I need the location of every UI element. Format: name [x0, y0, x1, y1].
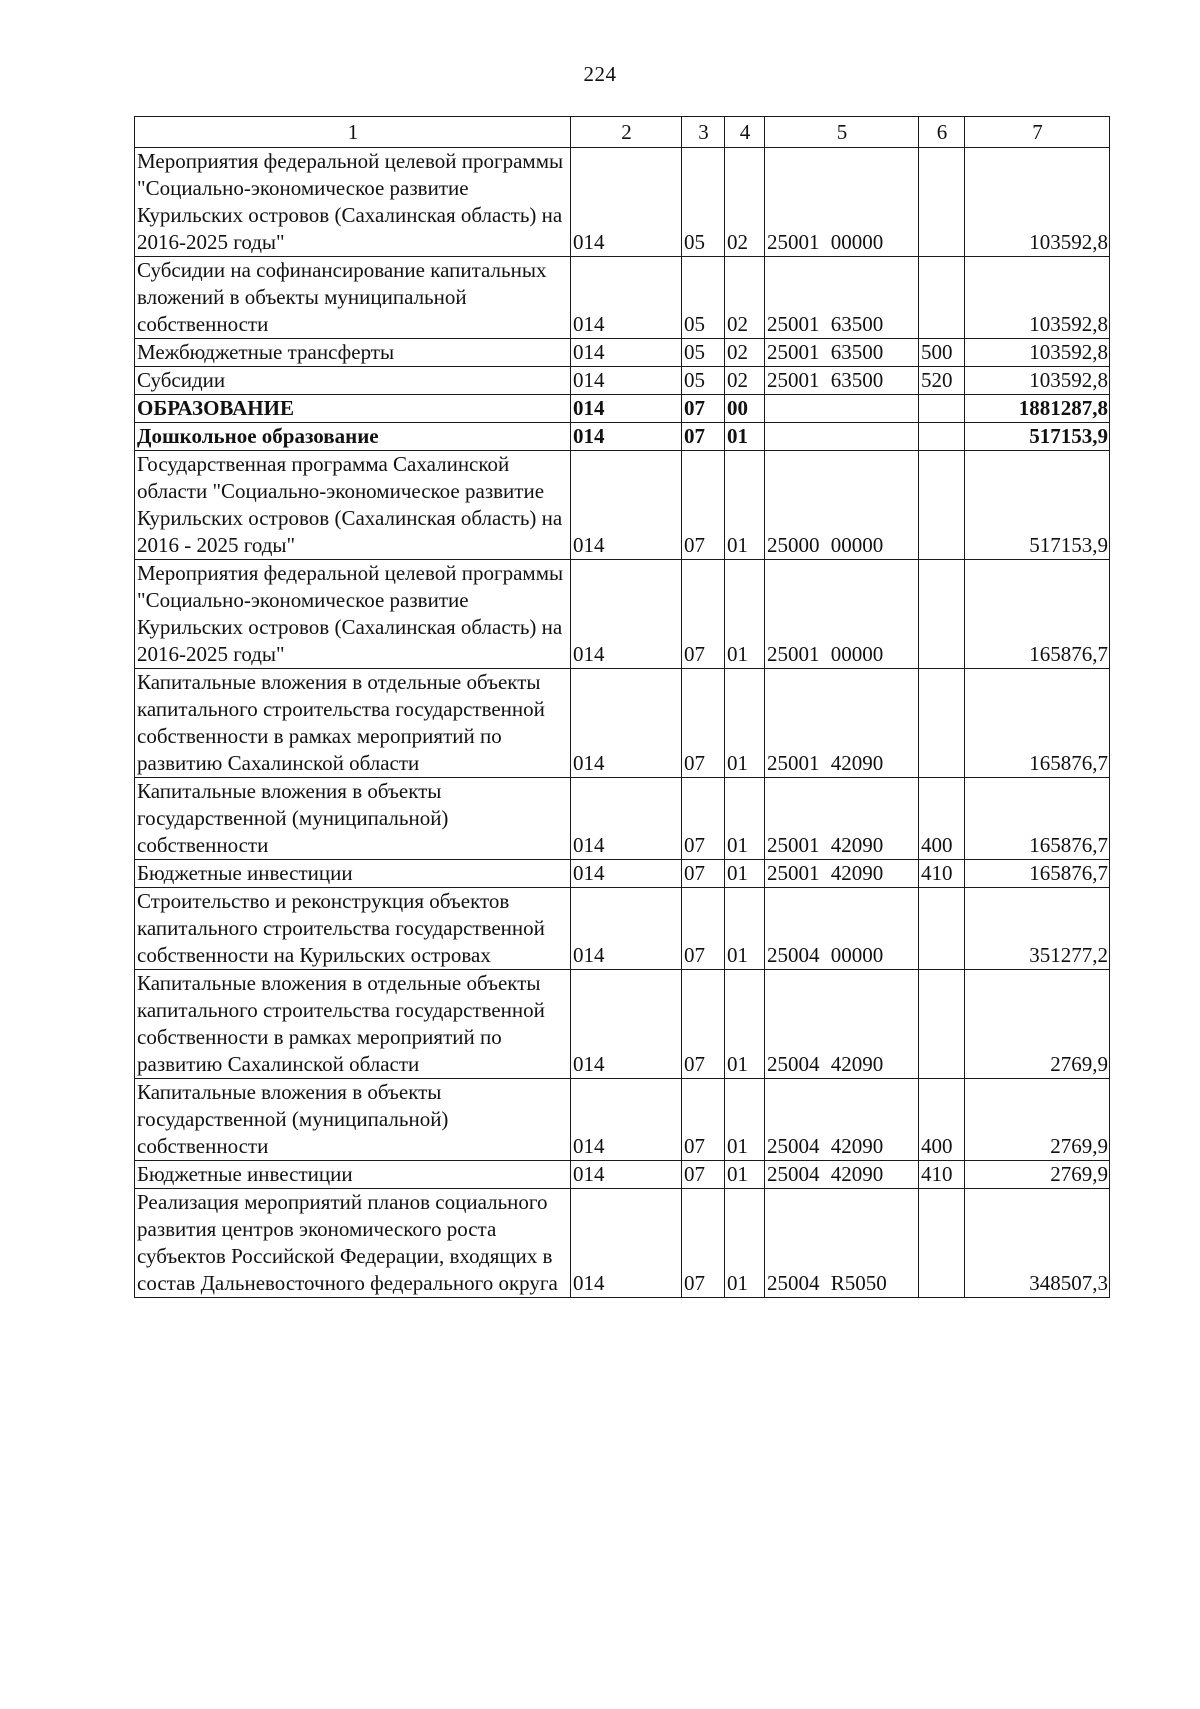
table-row [135, 860, 1110, 888]
column-header-6: 6 [919, 117, 965, 148]
row-amount: 165876,7 [965, 778, 1110, 860]
row-section-code: 05 [682, 367, 725, 395]
row-target-article: 25004 R5050 [765, 1189, 919, 1298]
table-row [135, 669, 1110, 778]
row-section-code: 07 [682, 860, 725, 888]
row-description: Капитальные вложения в объекты государственной (муниципальной) собственности [135, 778, 571, 860]
row-target-article: 25001 42090 [765, 860, 919, 888]
row-description: Бюджетные инвестиции [135, 1161, 571, 1189]
row-subsection-code: 01 [725, 1161, 765, 1189]
table-row [135, 1189, 1110, 1298]
row-subsection-code: 02 [725, 257, 765, 339]
table-row [135, 148, 1110, 257]
column-header-5: 5 [765, 117, 919, 148]
row-section-code: 07 [682, 451, 725, 560]
row-amount: 165876,7 [965, 860, 1110, 888]
row-amount: 165876,7 [965, 669, 1110, 778]
row-section-code: 07 [682, 1079, 725, 1161]
row-target-article: 25001 00000 [765, 148, 919, 257]
row-expense-type [919, 148, 965, 257]
row-section-code: 07 [682, 1189, 725, 1298]
column-header-4: 4 [725, 117, 765, 148]
table-row [135, 888, 1110, 970]
row-ministry-code: 014 [571, 367, 682, 395]
row-amount: 348507,3 [965, 1189, 1110, 1298]
row-section-code: 07 [682, 778, 725, 860]
row-description: ОБРАЗОВАНИЕ [135, 395, 571, 423]
row-expense-type [919, 451, 965, 560]
row-target-article: 25004 42090 [765, 1079, 919, 1161]
table-header-row [135, 117, 1110, 148]
row-description: Реализация мероприятий планов социального развития центров экономического роста субъектов Российской Федерации, входящих в состав Дальневосточного федерального округа [135, 1189, 571, 1298]
table-row [135, 339, 1110, 367]
row-subsection-code: 00 [725, 395, 765, 423]
row-section-code: 05 [682, 148, 725, 257]
row-section-code: 07 [682, 1161, 725, 1189]
row-subsection-code: 01 [725, 1189, 765, 1298]
row-ministry-code: 014 [571, 1079, 682, 1161]
row-target-article: 25004 42090 [765, 970, 919, 1079]
row-section-code: 07 [682, 669, 725, 778]
row-subsection-code: 01 [725, 778, 765, 860]
row-section-code: 07 [682, 888, 725, 970]
row-description: Дошкольное образование [135, 423, 571, 451]
table-row [135, 395, 1110, 423]
row-amount: 103592,8 [965, 257, 1110, 339]
row-section-code: 07 [682, 423, 725, 451]
row-expense-type: 410 [919, 1161, 965, 1189]
row-subsection-code: 01 [725, 1079, 765, 1161]
table-row [135, 1079, 1110, 1161]
table-body [135, 148, 1110, 1298]
table-row [135, 367, 1110, 395]
row-description: Капитальные вложения в объекты государственной (муниципальной) собственности [135, 1079, 571, 1161]
row-ministry-code: 014 [571, 970, 682, 1079]
table-row [135, 970, 1110, 1079]
row-subsection-code: 01 [725, 423, 765, 451]
row-ministry-code: 014 [571, 1161, 682, 1189]
row-ministry-code: 014 [571, 148, 682, 257]
row-amount: 351277,2 [965, 888, 1110, 970]
row-amount: 1881287,8 [965, 395, 1110, 423]
row-amount: 517153,9 [965, 451, 1110, 560]
row-description: Мероприятия федеральной целевой программы "Социально-экономическое развитие Курильских островов (Сахалинская область) на 2016-2025 годы" [135, 148, 571, 257]
row-amount: 2769,9 [965, 1079, 1110, 1161]
row-expense-type: 500 [919, 339, 965, 367]
row-description: Мероприятия федеральной целевой программы "Социально-экономическое развитие Курильских островов (Сахалинская область) на 2016-2025 годы" [135, 560, 571, 669]
row-section-code: 07 [682, 970, 725, 1079]
row-section-code: 05 [682, 339, 725, 367]
row-target-article: 25001 63500 [765, 367, 919, 395]
row-subsection-code: 02 [725, 148, 765, 257]
row-ministry-code: 014 [571, 1189, 682, 1298]
row-target-article: 25001 42090 [765, 778, 919, 860]
row-description: Субсидии на софинансирование капитальных вложений в объекты муниципальной собственности [135, 257, 571, 339]
row-section-code: 07 [682, 395, 725, 423]
row-subsection-code: 02 [725, 339, 765, 367]
row-target-article: 25001 00000 [765, 560, 919, 669]
table-row [135, 451, 1110, 560]
row-ministry-code: 014 [571, 423, 682, 451]
row-target-article: 25004 42090 [765, 1161, 919, 1189]
row-description: Межбюджетные трансферты [135, 339, 571, 367]
row-ministry-code: 014 [571, 888, 682, 970]
row-target-article [765, 423, 919, 451]
table-row [135, 1161, 1110, 1189]
row-ministry-code: 014 [571, 451, 682, 560]
row-ministry-code: 014 [571, 860, 682, 888]
row-description: Капитальные вложения в отдельные объекты капитального строительства государственной собственности в рамках мероприятий по развитию Сахалинской области [135, 669, 571, 778]
row-description: Государственная программа Сахалинской области "Социально-экономическое развитие Курильских островов (Сахалинская область) на 2016 - 2025 годы" [135, 451, 571, 560]
row-expense-type [919, 257, 965, 339]
column-header-1: 1 [135, 117, 571, 148]
row-description: Субсидии [135, 367, 571, 395]
page-number: 224 [583, 62, 617, 86]
row-subsection-code: 01 [725, 560, 765, 669]
row-amount: 517153,9 [965, 423, 1110, 451]
row-expense-type [919, 423, 965, 451]
row-amount: 103592,8 [965, 339, 1110, 367]
row-target-article: 25000 00000 [765, 451, 919, 560]
row-ministry-code: 014 [571, 669, 682, 778]
row-expense-type: 520 [919, 367, 965, 395]
row-target-article: 25004 00000 [765, 888, 919, 970]
row-subsection-code: 01 [725, 860, 765, 888]
row-target-article: 25001 42090 [765, 669, 919, 778]
row-ministry-code: 014 [571, 257, 682, 339]
row-description: Капитальные вложения в отдельные объекты капитального строительства государственной собственности в рамках мероприятий по развитию Сахалинской области [135, 970, 571, 1079]
row-expense-type [919, 395, 965, 423]
row-subsection-code: 01 [725, 669, 765, 778]
row-amount: 165876,7 [965, 560, 1110, 669]
row-target-article [765, 395, 919, 423]
row-section-code: 07 [682, 560, 725, 669]
row-subsection-code: 01 [725, 451, 765, 560]
row-expense-type [919, 888, 965, 970]
row-description: Бюджетные инвестиции [135, 860, 571, 888]
row-expense-type: 400 [919, 1079, 965, 1161]
table-row [135, 257, 1110, 339]
column-header-3: 3 [682, 117, 725, 148]
budget-table [134, 116, 1110, 1298]
row-expense-type: 410 [919, 860, 965, 888]
row-amount: 103592,8 [965, 367, 1110, 395]
row-ministry-code: 014 [571, 395, 682, 423]
column-header-2: 2 [571, 117, 682, 148]
row-expense-type [919, 970, 965, 1079]
row-expense-type [919, 560, 965, 669]
row-subsection-code: 01 [725, 970, 765, 1079]
row-section-code: 05 [682, 257, 725, 339]
table-row [135, 778, 1110, 860]
table-row [135, 423, 1110, 451]
row-ministry-code: 014 [571, 339, 682, 367]
table-row [135, 560, 1110, 669]
column-header-7: 7 [965, 117, 1110, 148]
row-description: Строительство и реконструкция объектов капитального строительства государственной собственности на Курильских островах [135, 888, 571, 970]
row-amount: 103592,8 [965, 148, 1110, 257]
row-expense-type: 400 [919, 778, 965, 860]
row-expense-type [919, 1189, 965, 1298]
row-amount: 2769,9 [965, 970, 1110, 1079]
row-amount: 2769,9 [965, 1161, 1110, 1189]
row-subsection-code: 01 [725, 888, 765, 970]
row-ministry-code: 014 [571, 778, 682, 860]
row-ministry-code: 014 [571, 560, 682, 669]
row-expense-type [919, 669, 965, 778]
row-subsection-code: 02 [725, 367, 765, 395]
row-target-article: 25001 63500 [765, 339, 919, 367]
row-target-article: 25001 63500 [765, 257, 919, 339]
